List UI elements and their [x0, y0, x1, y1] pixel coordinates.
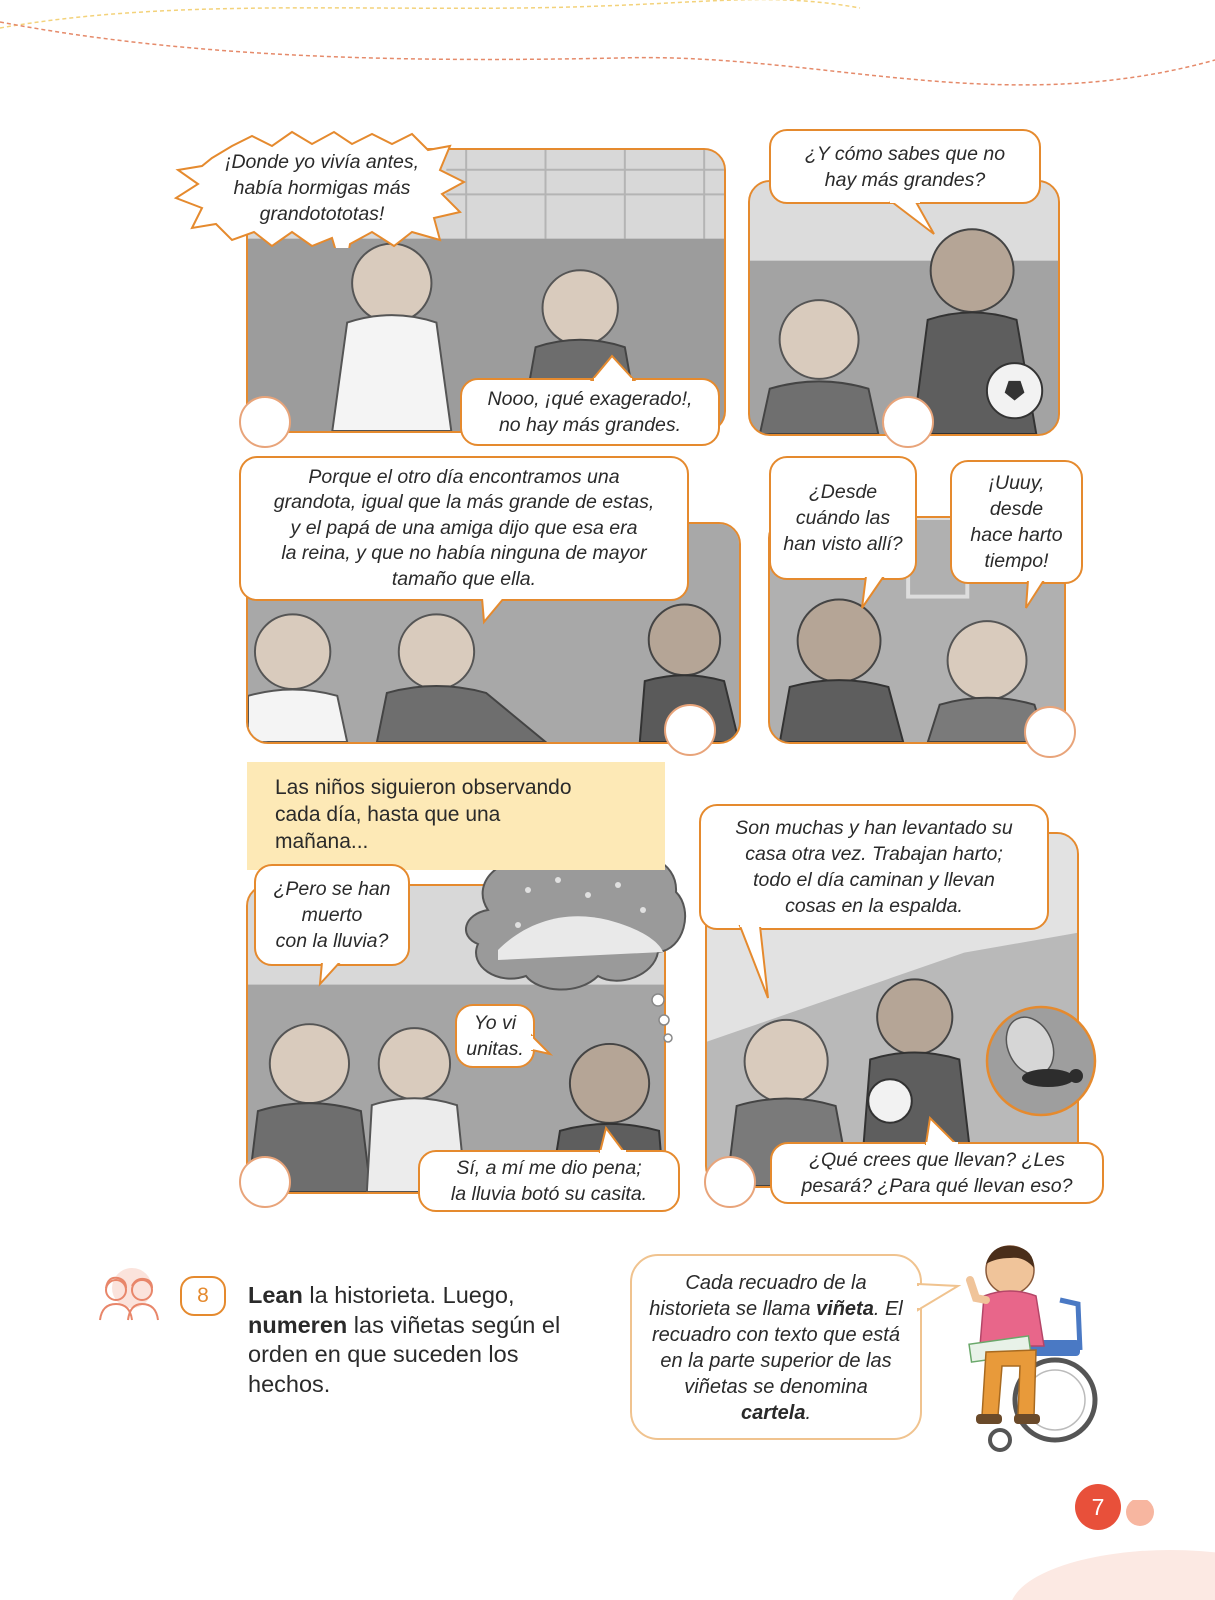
instruction-verb-2: numeren	[248, 1311, 348, 1338]
panel-number-circle-1[interactable]	[239, 396, 291, 448]
speech-bubble-p5-top: ¿Pero se han muerto con la lluvia?	[254, 864, 410, 966]
bubble-tail	[890, 202, 940, 236]
instruction-verb-1: Lean	[248, 1282, 303, 1308]
shout-text: ¡Donde yo vivía antes, había hormigas más grandotototas!	[224, 151, 420, 225]
page-number: 7	[1075, 1484, 1121, 1530]
bubble-tail	[596, 1128, 628, 1152]
speech-bubble-p3: Porque el otro día encontramos una grandota, igual que la más grande de estas, y el papá de una amiga dijo que esa era la reina, y que no había ninguna de mayor tamaño que ella.	[239, 456, 689, 601]
bubble-tail	[736, 926, 776, 1000]
speech-bubble-shout	[172, 128, 472, 248]
panel-number-circle-2[interactable]	[882, 396, 934, 448]
panel-number-circle-4[interactable]	[1024, 706, 1076, 758]
boy-wheelchair-illustration	[940, 1240, 1110, 1460]
instruction-text-1: la historieta. Luego,	[302, 1282, 515, 1308]
tip-bubble	[630, 1254, 922, 1440]
speech-bubble-p6-top: Son muchas y han levantado su casa otra vez. Trabajan harto; todo el día caminan y llevan cosas en la espalda.	[699, 804, 1049, 930]
speech-bubble-p5-mid: Yo vi unitas.	[455, 1004, 535, 1068]
tip-bubble-tail	[918, 1280, 962, 1314]
bubble-tail	[922, 1118, 962, 1144]
tip-text-1: Cada recuadro de la historieta se llama	[649, 1272, 867, 1320]
ant-closeup-inset	[984, 1004, 1098, 1118]
panel-number-circle-6[interactable]	[704, 1156, 756, 1208]
decorative-waves	[0, 0, 1215, 120]
speech-bubble-p1: Nooo, ¡qué exagerado!, no hay más grandes.	[460, 378, 720, 446]
bubble-tail	[858, 576, 888, 610]
speech-bubble-p2: ¿Y cómo sabes que no hay más grandes?	[769, 129, 1041, 204]
bubble-tail	[532, 1034, 552, 1058]
tip-term-cartela: cartela	[740, 1402, 806, 1424]
speech-bubble-p6-bottom: ¿Qué crees que llevan? ¿Les pesará? ¿Para qué llevan eso?	[770, 1142, 1104, 1204]
panel-number-circle-3[interactable]	[664, 704, 716, 756]
activity-number: 8	[180, 1276, 226, 1316]
panel-number-circle-5[interactable]	[239, 1156, 291, 1208]
pair-work-icon	[94, 1266, 164, 1324]
tip-text-3: .	[805, 1402, 812, 1424]
speech-bubble-p4-left: ¿Desde cuándo las han visto allí?	[769, 456, 917, 580]
speech-bubble-p4-right: ¡Uuuy, desde hace harto tiempo!	[950, 460, 1083, 584]
bubble-tail	[1020, 580, 1050, 610]
bubble-tail	[316, 962, 346, 986]
speech-bubble-p5-bottom: Sí, a mí me dio pena; la lluvia botó su casita.	[418, 1150, 680, 1212]
instruction-text-2: las viñetas según el orden en que suceden los hechos.	[248, 1311, 561, 1397]
cartela-narration: Las niños siguieron observando cada día, hasta que una mañana...	[247, 762, 665, 870]
activity-instruction	[248, 1281, 578, 1399]
tip-text-2: . El recuadro con texto que está en la parte superior de las viñetas se denomina	[652, 1298, 903, 1398]
bubble-tail	[478, 598, 508, 624]
tip-term-vineta: viñeta	[816, 1298, 874, 1320]
bubble-tail	[590, 356, 640, 382]
